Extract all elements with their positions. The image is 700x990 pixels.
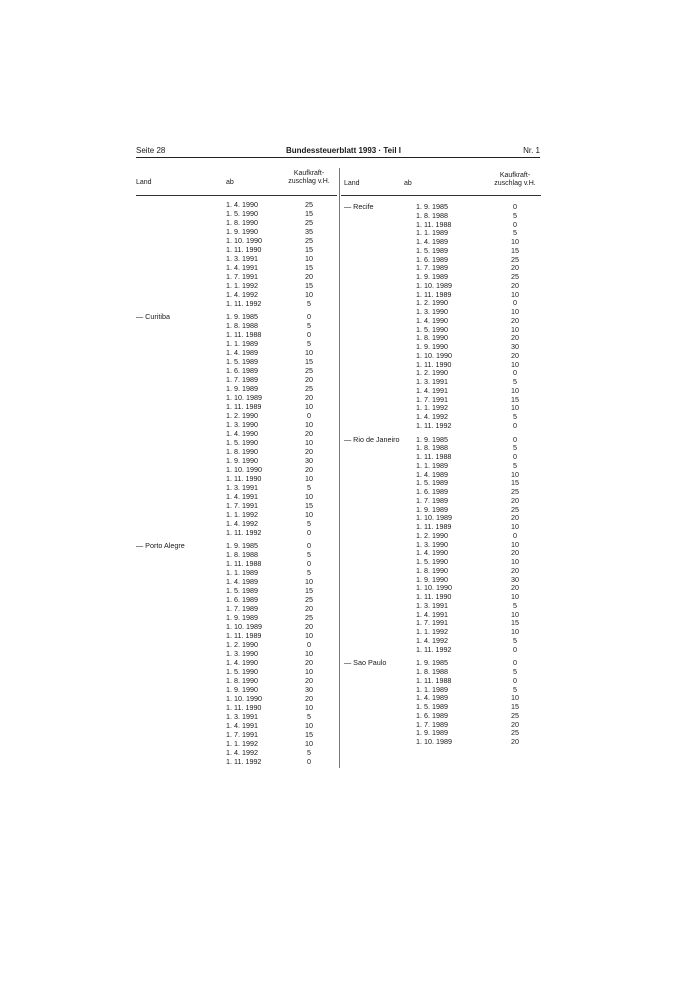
date-cell: 1. 11. 1990	[416, 592, 452, 601]
zuschlag-cell: 5	[513, 600, 517, 610]
date-cell: 1. 10. 1990	[226, 694, 262, 703]
date-cell: 1. 3. 1990	[416, 539, 448, 549]
left-header-ab: ab	[226, 179, 234, 186]
date-cell: 1. 11. 1989	[226, 631, 262, 640]
date-cell: 1. 1. 1989	[226, 339, 258, 348]
zuschlag-cell: 25	[305, 218, 313, 227]
zuschlag-cell: 20	[305, 465, 313, 474]
zuschlag-cell: 0	[307, 757, 311, 766]
date-cell: 1. 11. 1992	[416, 420, 452, 430]
date-cell: 1. 8. 1990	[226, 218, 258, 227]
date-cell: 1. 9. 1989	[416, 728, 448, 738]
date-cell: 1. 10. 1990	[226, 236, 262, 245]
date-cell: 1. 4. 1991	[226, 721, 258, 730]
date-cell: 1. 5. 1990	[416, 324, 448, 334]
zuschlag-cell: 15	[511, 245, 519, 255]
date-cell: 1. 2. 1990	[416, 298, 448, 308]
zuschlag-cell: 0	[513, 434, 517, 444]
zuschlag-cell: 5	[513, 412, 517, 421]
zuschlag-cell: 25	[511, 728, 519, 738]
date-cell: 1. 6. 1989	[416, 254, 448, 264]
date-cell: 1. 2. 1990	[416, 368, 448, 378]
date-cell: 1. 8. 1990	[226, 676, 258, 685]
date-cell: 1. 10. 1989	[416, 737, 452, 746]
date-cell: 1. 9. 1990	[416, 342, 448, 351]
date-cell: 1. 5. 1990	[226, 667, 258, 676]
zuschlag-cell: 0	[307, 640, 311, 649]
zuschlag-cell: 25	[305, 236, 313, 245]
date-cell: 1. 9. 1990	[226, 456, 258, 465]
zuschlag-cell: 5	[513, 210, 517, 220]
date-cell: 1. 4. 1991	[226, 492, 258, 501]
zuschlag-cell: 5	[307, 748, 311, 757]
date-cell: 1. 8. 1990	[226, 447, 258, 456]
date-cell: 1. 1. 1992	[226, 281, 258, 290]
zuschlag-cell: 20	[305, 375, 313, 384]
right-header-zuschlag	[489, 172, 541, 188]
date-cell: 1. 11. 1992	[416, 644, 452, 654]
zuschlag-cell: 0	[307, 330, 311, 339]
date-cell: 1. 4. 1989	[416, 237, 448, 246]
zuschlag-cell: 25	[305, 384, 313, 393]
right-header-rule	[341, 195, 541, 196]
zuschlag-cell: 20	[305, 622, 313, 631]
date-cell: 1. 11. 1992	[226, 528, 262, 537]
date-cell: 1. 1. 1989	[226, 568, 258, 577]
zuschlag-cell: 20	[511, 565, 519, 575]
zuschlag-cell: 20	[511, 495, 519, 505]
date-cell: 1. 4. 1989	[226, 348, 258, 357]
zuschlag-cell: 5	[307, 519, 311, 528]
zuschlag-cell: 5	[307, 339, 311, 348]
zuschlag-cell: 15	[511, 702, 519, 711]
date-cell: 1. 10. 1989	[416, 513, 452, 523]
date-cell: 1. 6. 1989	[226, 366, 258, 375]
land-name: — Curitiba	[136, 312, 170, 321]
zuschlag-cell: 25	[511, 272, 519, 281]
zuschlag-cell: 0	[307, 559, 311, 568]
zuschlag-cell: 10	[511, 359, 519, 369]
zuschlag-cell: 10	[305, 631, 313, 640]
zuschlag-cell: 20	[511, 315, 519, 325]
zuschlag-cell: 10	[305, 649, 313, 658]
right-header-zuschlag-line1: Kaufkraft-	[499, 172, 531, 179]
date-cell: 1. 8. 1988	[226, 550, 258, 559]
date-cell: 1. 4. 1990	[416, 548, 448, 558]
zuschlag-cell: 25	[511, 504, 519, 514]
zuschlag-cell: 10	[511, 469, 519, 479]
left-header-zuschlag-line1: Kaufkraft-	[293, 170, 325, 177]
zuschlag-cell: 0	[513, 298, 517, 308]
publication-title: Bundessteuerblatt 1993 · Teil I	[286, 146, 401, 155]
date-cell: 1. 5. 1989	[226, 357, 258, 366]
zuschlag-cell: 25	[511, 487, 519, 496]
zuschlag-cell: 0	[513, 452, 517, 461]
zuschlag-cell: 10	[305, 402, 313, 411]
zuschlag-cell: 5	[307, 483, 311, 492]
date-cell: 1. 4. 1990	[226, 200, 258, 209]
zuschlag-cell: 15	[305, 245, 313, 254]
zuschlag-cell: 30	[305, 685, 313, 694]
date-cell: 1. 11. 1988	[226, 559, 262, 568]
zuschlag-cell: 0	[513, 420, 517, 430]
zuschlag-cell: 10	[511, 385, 519, 395]
date-cell: 1. 2. 1990	[226, 640, 258, 649]
land-name: — Porto Alegre	[136, 541, 185, 550]
date-cell: 1. 10. 1990	[416, 350, 452, 360]
date-cell: 1. 11. 1989	[416, 289, 452, 299]
date-cell: 1. 7. 1989	[416, 719, 448, 729]
zuschlag-cell: 15	[511, 618, 519, 628]
zuschlag-cell: 10	[305, 667, 313, 676]
date-cell: 1. 10. 1990	[226, 465, 262, 474]
page-number: Seite 28	[136, 146, 166, 155]
date-cell: 1. 4. 1989	[226, 577, 258, 586]
zuschlag-cell: 25	[511, 710, 519, 720]
date-cell: 1. 9. 1985	[416, 434, 448, 444]
date-cell: 1. 9. 1985	[226, 541, 258, 550]
date-cell: 1. 7. 1991	[416, 618, 448, 628]
date-cell: 1. 8. 1988	[416, 210, 448, 220]
date-cell: 1. 7. 1991	[416, 394, 448, 404]
zuschlag-cell: 25	[305, 595, 313, 604]
date-cell: 1. 4. 1991	[416, 609, 448, 619]
zuschlag-cell: 10	[305, 510, 313, 519]
date-cell: 1. 4. 1991	[416, 385, 448, 395]
date-cell: 1. 5. 1989	[416, 478, 448, 488]
zuschlag-cell: 10	[305, 420, 313, 429]
zuschlag-cell: 0	[513, 675, 517, 685]
date-cell: 1. 4. 1992	[226, 290, 258, 299]
zuschlag-cell: 0	[513, 219, 517, 229]
date-cell: 1. 3. 1991	[226, 254, 258, 263]
zuschlag-cell: 10	[511, 627, 519, 636]
date-cell: 1. 3. 1991	[416, 600, 448, 610]
zuschlag-cell: 10	[305, 739, 313, 748]
date-cell: 1. 9. 1985	[416, 658, 448, 668]
date-cell: 1. 1. 1989	[416, 228, 448, 238]
date-cell: 1. 11. 1989	[226, 402, 262, 411]
date-cell: 1. 3. 1991	[416, 377, 448, 386]
date-cell: 1. 4. 1991	[226, 263, 258, 272]
zuschlag-cell: 0	[307, 528, 311, 537]
zuschlag-cell: 5	[307, 568, 311, 577]
date-cell: 1. 10. 1989	[226, 393, 262, 402]
zuschlag-cell: 10	[305, 721, 313, 730]
zuschlag-cell: 0	[513, 658, 517, 668]
date-cell: 1. 7. 1989	[416, 263, 448, 273]
zuschlag-cell: 5	[513, 460, 517, 470]
zuschlag-cell: 0	[307, 541, 311, 550]
right-header-ab: ab	[404, 180, 412, 187]
date-cell: 1. 3. 1990	[226, 420, 258, 429]
zuschlag-cell: 20	[305, 676, 313, 685]
zuschlag-cell: 5	[513, 667, 517, 676]
zuschlag-cell: 25	[305, 613, 313, 622]
left-header-zuschlag-line2: zuschlag v.H.	[288, 178, 330, 185]
date-cell: 1. 7. 1991	[226, 501, 258, 510]
date-cell: 1. 4. 1992	[416, 635, 448, 645]
date-cell: 1. 1. 1992	[226, 510, 258, 519]
zuschlag-cell: 10	[511, 522, 519, 531]
zuschlag-cell: 20	[511, 583, 519, 593]
date-cell: 1. 4. 1992	[226, 519, 258, 528]
zuschlag-cell: 20	[511, 548, 519, 558]
issue-number: Nr. 1	[523, 146, 540, 155]
zuschlag-cell: 15	[305, 209, 313, 218]
zuschlag-cell: 20	[305, 604, 313, 613]
zuschlag-cell: 15	[511, 394, 519, 404]
date-cell: 1. 11. 1988	[416, 452, 452, 461]
date-cell: 1. 4. 1990	[226, 429, 258, 438]
date-cell: 1. 11. 1988	[226, 330, 262, 339]
land-name: — Rio de Janeiro	[344, 434, 400, 444]
date-cell: 1. 10. 1990	[416, 583, 452, 593]
date-cell: 1. 7. 1989	[226, 375, 258, 384]
zuschlag-cell: 10	[511, 237, 519, 246]
zuschlag-cell: 20	[511, 333, 519, 343]
date-cell: 1. 9. 1990	[226, 227, 258, 236]
zuschlag-cell: 10	[511, 693, 519, 703]
zuschlag-cell: 20	[305, 393, 313, 402]
zuschlag-cell: 10	[305, 703, 313, 712]
date-cell: 1. 3. 1990	[226, 649, 258, 658]
date-cell: 1. 11. 1990	[226, 245, 262, 254]
zuschlag-cell: 0	[513, 202, 517, 211]
zuschlag-cell: 5	[307, 712, 311, 721]
zuschlag-cell: 10	[511, 289, 519, 299]
date-cell: 1. 11. 1988	[416, 219, 452, 229]
date-cell: 1. 7. 1991	[226, 272, 258, 281]
zuschlag-cell: 0	[513, 530, 517, 540]
zuschlag-cell: 10	[305, 254, 313, 263]
zuschlag-cell: 15	[305, 263, 313, 272]
date-cell: 1. 11. 1990	[226, 474, 262, 483]
date-cell: 1. 11. 1989	[416, 522, 452, 531]
zuschlag-cell: 15	[305, 730, 313, 739]
zuschlag-cell: 15	[305, 501, 313, 510]
zuschlag-cell: 35	[305, 227, 313, 236]
date-cell: 1. 1. 1992	[416, 403, 448, 413]
date-cell: 1. 9. 1990	[416, 574, 448, 584]
zuschlag-cell: 25	[305, 366, 313, 375]
zuschlag-cell: 5	[307, 550, 311, 559]
date-cell: 1. 3. 1990	[416, 307, 448, 316]
zuschlag-cell: 10	[511, 592, 519, 601]
zuschlag-cell: 5	[513, 377, 517, 386]
zuschlag-cell: 5	[513, 684, 517, 694]
zuschlag-cell: 15	[305, 281, 313, 290]
zuschlag-cell: 20	[305, 272, 313, 281]
zuschlag-cell: 10	[511, 403, 519, 413]
date-cell: 1. 7. 1989	[416, 495, 448, 505]
date-cell: 1. 11. 1990	[416, 359, 452, 369]
date-cell: 1. 11. 1988	[416, 675, 452, 685]
right-header-land: Land	[344, 180, 360, 187]
date-cell: 1. 1. 1992	[226, 739, 258, 748]
right-header-zuschlag-line2: zuschlag v.H.	[494, 180, 536, 187]
zuschlag-cell: 5	[307, 321, 311, 330]
date-cell: 1. 4. 1992	[226, 748, 258, 757]
date-cell: 1. 10. 1989	[416, 280, 452, 290]
zuschlag-cell: 20	[511, 737, 519, 746]
zuschlag-cell: 10	[511, 539, 519, 549]
zuschlag-cell: 25	[305, 200, 313, 209]
left-header-zuschlag	[284, 170, 334, 186]
zuschlag-cell: 30	[305, 456, 313, 465]
date-cell: 1. 9. 1985	[416, 202, 448, 211]
zuschlag-cell: 20	[305, 694, 313, 703]
zuschlag-cell: 20	[511, 513, 519, 523]
date-cell: 1. 10. 1989	[226, 622, 262, 631]
date-cell: 1. 1. 1992	[416, 627, 448, 636]
date-cell: 1. 9. 1989	[416, 504, 448, 514]
zuschlag-cell: 10	[511, 609, 519, 619]
zuschlag-cell: 10	[305, 438, 313, 447]
zuschlag-cell: 10	[305, 577, 313, 586]
date-cell: 1. 11. 1992	[226, 299, 262, 308]
date-cell: 1. 8. 1988	[226, 321, 258, 330]
date-cell: 1. 5. 1990	[226, 209, 258, 218]
zuschlag-cell: 10	[511, 557, 519, 566]
zuschlag-cell: 10	[305, 474, 313, 483]
zuschlag-cell: 20	[511, 280, 519, 290]
zuschlag-cell: 15	[305, 586, 313, 595]
date-cell: 1. 9. 1989	[226, 613, 258, 622]
zuschlag-cell: 0	[513, 368, 517, 378]
date-cell: 1. 9. 1990	[226, 685, 258, 694]
date-cell: 1. 4. 1992	[416, 412, 448, 421]
zuschlag-cell: 25	[511, 254, 519, 264]
zuschlag-cell: 20	[511, 350, 519, 360]
date-cell: 1. 2. 1990	[416, 530, 448, 540]
land-name: — Recife	[344, 202, 374, 211]
date-cell: 1. 5. 1989	[226, 586, 258, 595]
zuschlag-cell: 0	[307, 312, 311, 321]
date-cell: 1. 7. 1989	[226, 604, 258, 613]
zuschlag-cell: 20	[305, 447, 313, 456]
date-cell: 1. 3. 1991	[226, 483, 258, 492]
date-cell: 1. 3. 1991	[226, 712, 258, 721]
date-cell: 1. 11. 1990	[226, 703, 262, 712]
zuschlag-cell: 0	[513, 644, 517, 654]
zuschlag-cell: 20	[305, 429, 313, 438]
date-cell: 1. 9. 1989	[226, 384, 258, 393]
date-cell: 1. 1. 1989	[416, 684, 448, 694]
zuschlag-cell: 30	[511, 574, 519, 584]
date-cell: 1. 7. 1991	[226, 730, 258, 739]
date-cell: 1. 9. 1985	[226, 312, 258, 321]
date-cell: 1. 4. 1989	[416, 469, 448, 479]
column-divider	[339, 168, 340, 768]
zuschlag-cell: 15	[511, 478, 519, 488]
zuschlag-cell: 10	[305, 492, 313, 501]
land-name: — Sao Paulo	[344, 658, 387, 668]
date-cell: 1. 6. 1989	[226, 595, 258, 604]
date-cell: 1. 5. 1989	[416, 245, 448, 255]
zuschlag-cell: 10	[305, 290, 313, 299]
date-cell: 1. 4. 1990	[226, 658, 258, 667]
date-cell: 1. 8. 1990	[416, 333, 448, 343]
date-cell: 1. 8. 1988	[416, 443, 448, 453]
zuschlag-cell: 15	[305, 357, 313, 366]
date-cell: 1. 1. 1989	[416, 460, 448, 470]
date-cell: 1. 9. 1989	[416, 272, 448, 281]
date-cell: 1. 2. 1990	[226, 411, 258, 420]
zuschlag-cell: 5	[513, 443, 517, 453]
date-cell: 1. 8. 1990	[416, 565, 448, 575]
zuschlag-cell: 5	[513, 635, 517, 645]
date-cell: 1. 5. 1990	[226, 438, 258, 447]
date-cell: 1. 4. 1990	[416, 315, 448, 325]
zuschlag-cell: 30	[511, 342, 519, 351]
left-header-land: Land	[136, 179, 152, 186]
zuschlag-cell: 5	[307, 299, 311, 308]
date-cell: 1. 5. 1990	[416, 557, 448, 566]
date-cell: 1. 4. 1989	[416, 693, 448, 703]
left-header-rule	[136, 195, 337, 196]
zuschlag-cell: 10	[511, 307, 519, 316]
date-cell: 1. 6. 1989	[416, 710, 448, 720]
date-cell: 1. 6. 1989	[416, 487, 448, 496]
zuschlag-cell: 10	[511, 324, 519, 334]
header-rule	[136, 157, 540, 158]
zuschlag-cell: 5	[513, 228, 517, 238]
zuschlag-cell: 10	[305, 348, 313, 357]
date-cell: 1. 8. 1988	[416, 667, 448, 676]
zuschlag-cell: 20	[511, 263, 519, 273]
date-cell: 1. 11. 1992	[226, 757, 262, 766]
zuschlag-cell: 20	[305, 658, 313, 667]
zuschlag-cell: 0	[307, 411, 311, 420]
date-cell: 1. 5. 1989	[416, 702, 448, 711]
zuschlag-cell: 20	[511, 719, 519, 729]
